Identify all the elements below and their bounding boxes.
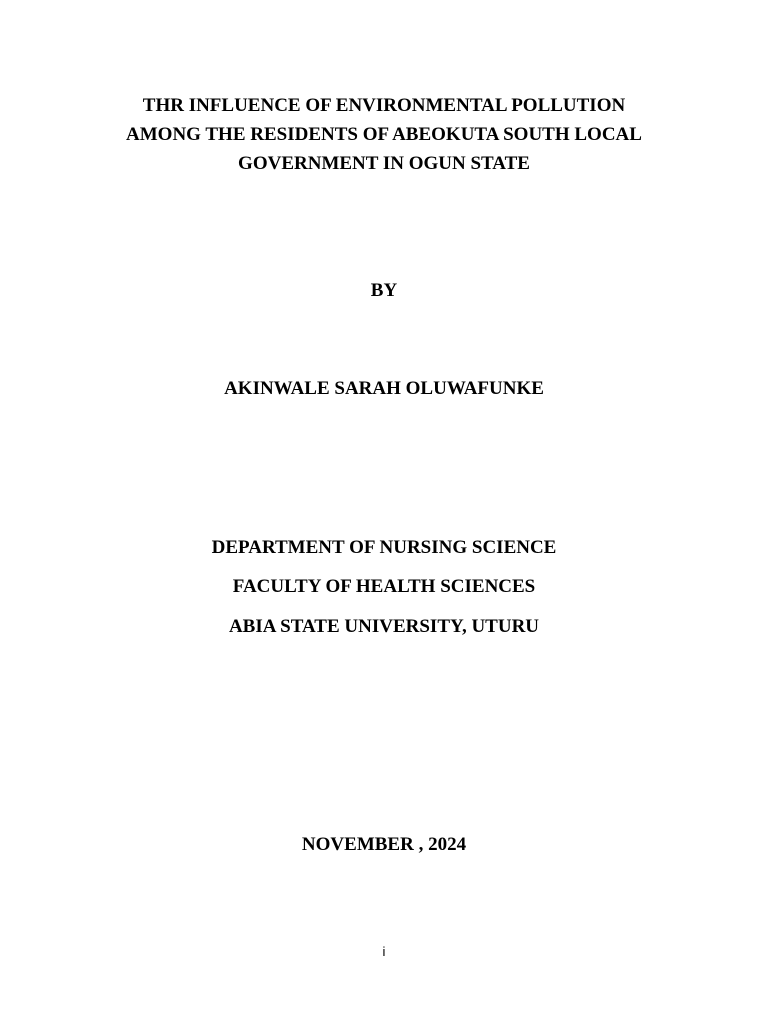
thesis-title-line-2: AMONG THE RESIDENTS OF ABEOKUTA SOUTH LOCAL [126,124,642,145]
faculty-name: FACULTY OF HEALTH SCIENCES [232,576,536,597]
thesis-title-line-1: THR INFLUENCE OF ENVIRONMENTAL POLLUTION [142,95,626,116]
thesis-title-line-3: GOVERNMENT IN OGUN STATE [238,153,530,174]
department-name: DEPARTMENT OF NURSING SCIENCE [211,537,557,558]
university-name: ABIA STATE UNIVERSITY, UTURU [228,616,540,637]
page-number: i [382,944,386,959]
by-label: BY [370,280,398,301]
thesis-title [60,91,708,178]
submission-date: NOVEMBER , 2024 [301,834,467,855]
author-name: AKINWALE SARAH OLUWAFUNKE [224,378,544,399]
